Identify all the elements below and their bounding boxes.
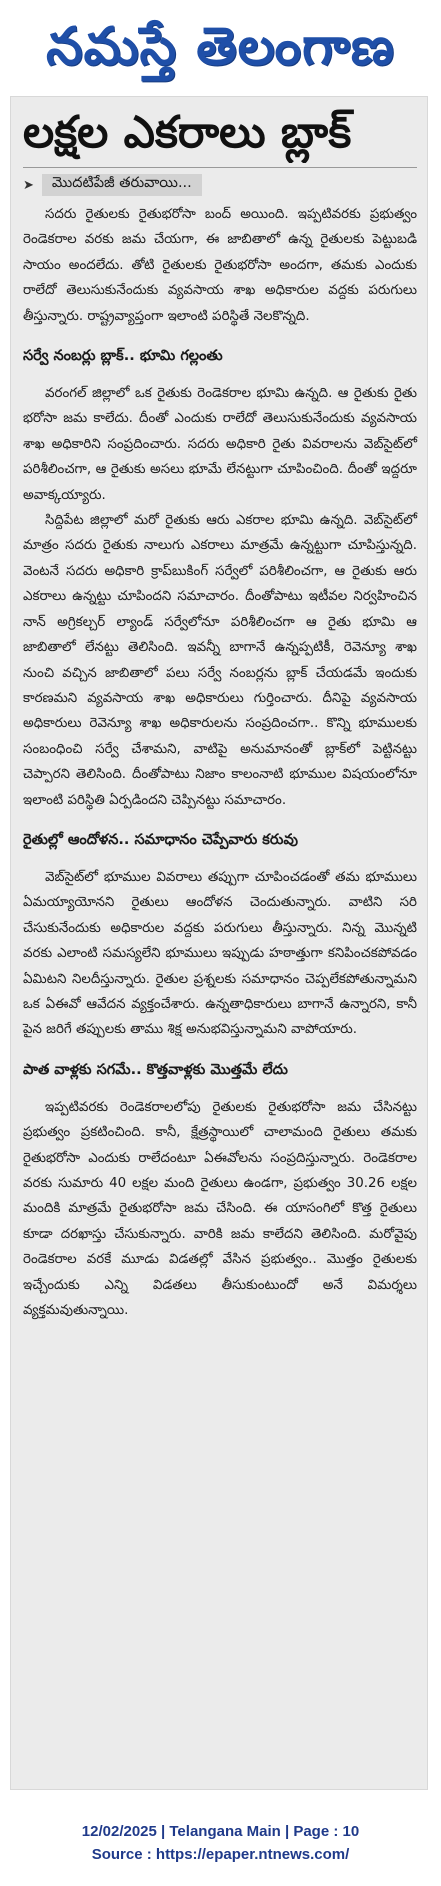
article-clipping xyxy=(10,96,428,1790)
subhead: సర్వే నంబర్లు బ్లాక్.. భూమి గల్లంతు xyxy=(23,348,223,365)
subhead: పాత వాళ్లకు సగమే.. కొత్తవాళ్లకు మొత్తమే లేదు xyxy=(23,1061,288,1078)
kicker-text: మొదటిపేజీ తరువాయి... xyxy=(42,174,202,196)
caret-right-icon: ➤ xyxy=(23,177,34,193)
source-link: Source : https://epaper.ntnews.com/ xyxy=(91,1846,350,1863)
paragraph: ఇప్పటివరకు రెండెకరాలలోపు రైతులకు రైతుభరోసా జమ చేసినట్టు ప్రభుత్వం ప్రకటించింది. కానీ, క్షేత్రస్థాయిలో చాలామంది రైతులు తమకు రైతుభరోసా ఎందుకు రాలేదంటూ ఏఈవోలను సంప్రదిస్తున్నారు. రెండెకరాల వరకు సుమారు 40 లక్షల మంది రైతులు ఉండగా, ప్రభుత్వం 30.26 లక్షల మందికి మాత్రమే రైతుభరోసా జమ చేసింది. ఈ యాసంగిలో కొత్త రైతులు కూడా దరఖాస్తు చేసుకున్నారు. వారికి జమ కాలేదని తెలిసింది. మరోవైపు రెండెకరాల వరకే మూడు విడతల్లో వేసిన ప్రభుత్వం.. మొత్తం రైతులకు ఇచ్చేందుకు ఎన్ని విడతలు తీసుకుంటుందో అనే విమర్శలు వ్యక్తమవుతున్నాయి. xyxy=(23,1099,417,1319)
kicker xyxy=(23,174,417,196)
subhead: రైతుల్లో ఆందోళన.. సమాధానం చెప్పేవారు కరువు xyxy=(23,831,298,848)
paragraph: సదరు రైతులకు రైతుభరోసా బంద్ అయింది. ఇప్పటివరకు ప్రభుత్వం రెండెకరాల వరకు జమ చేయగా, ఈ జాబితాలో ఉన్న రైతులకు పెట్టుబడి సాయం అందలేదు. తోటి రైతులకు రైతుభరోసా అందగా, తమకు ఎందుకు రాలేదో తెలుసుకునేందుకు వ్యవసాయ శాఖ అధికారుల వద్దకు పరుగులు తీస్తున్నారు. రాష్ట్రవ్యాప్తంగా ఇలాంటి పరిస్థితే నెలకొన్నది. xyxy=(23,207,417,324)
divider xyxy=(23,167,417,168)
source-footer xyxy=(0,1820,441,1866)
edition-info: 12/02/2025 | Telangana Main | Page : 10 xyxy=(81,1823,360,1840)
newspaper-title: నమస్తే తెలంగాణ xyxy=(46,17,395,77)
paragraph: వరంగల్ జిల్లాలో ఒక రైతుకు రెండెకరాల భూమి ఉన్నది. ఆ రైతుకు రైతు భరోసా జమ కాలేదు. దీంతో ఎందుకు రాలేదో తెలుసుకునేందుకు వ్యవసాయ శాఖ అధికారిని సంప్రదించారు. సదరు అధికారి రైతు వివరాలను వెబ్‌సైట్‌లో పరిశీలించగా, ఆ రైతుకు అసలు భూమే లేనట్టుగా చూపించింది. దీంతో ఇద్దరూ అవాక్కయ్యారు. xyxy=(23,386,417,503)
paragraph: సిద్దిపేట జిల్లాలో మరో రైతుకు ఆరు ఎకరాల భూమి ఉన్నది. వెబ్‌సైట్‌లో మాత్రం సదరు రైతుకు నాలుగు ఎకరాలు మాత్రమే ఉన్నట్టుగా చూపిస్తున్నది. వెంటనే సదరు అధికారి క్రాప్‌బుకింగ్ సర్వేలో పరిశీలించగా, ఆ రైతుకు ఆరు ఎకరాలు ఉన్నట్టు చూపిందని సమాచారం. దీంతోపాటు ఇటీవల నిర్వహించిన నాన్ అగ్రికల్చర్ ల్యాండ్ సర్వేలోనూ పరిశీలించగా ఆ రైతు భూమి ఆ జాబితాలో లేనట్టు తెలిసింది. ఇవన్నీ బాగానే ఉన్నప్పటికీ, రెవెన్యూ శాఖ నుంచి వచ్చిన జాబితాలో పలు సర్వే నంబర్లను బ్లాక్ చేయడమే ఇందుకు కారణమని వ్యవసాయ శాఖ అధికారులు గుర్తించారు. దీనిపై వ్యవసాయ అధికారులు రెవెన్యూ శాఖ అధికారులను సంప్రదించగా.. కొన్ని భూములకు సంబంధించి సర్వే చేశామని, వాటిపై అనుమానంతో బ్లాక్‌లో పెట్టినట్టు చెప్పారని తెలిసింది. దీంతోపాటు నిజాం కాలంనాటి భూముల విషయంలోనూ ఇలాంటి పరిస్థితి ఏర్పడిందని చెప్పినట్టు సమాచారం. xyxy=(23,513,417,808)
article-headline: లక్షల ఎకరాలు బ్లాక్ xyxy=(23,107,352,158)
masthead xyxy=(0,0,441,94)
paragraph: వెబ్‌సైట్‌లో భూముల వివరాలు తప్పుగా చూపించడంతో తమ భూములు ఏమయ్యాయోనని రైతులు ఆందోళన చెందుతున్నారు. వాటిని సరి చేసుకునేందుకు అధికారుల వద్దకు పరుగులు తీస్తున్నారు. నిన్న మొన్నటి వరకు ఎలాంటి సమస్యలేని భూములు ఇప్పుడు హఠాత్తుగా కనిపించకపోవడం ఏమిటని నిలదీస్తున్నారు. రైతుల ప్రశ్నలకు సమాధానం చెప్పలేకపోతున్నామని ఒక ఏఈవో ఆవేదన వ్యక్తంచేశారు. ఉన్నతాధికారులు బాగానే ఉన్నారని, కానీ పైన జరిగే తప్పులకు తాము శిక్ష అనుభవిస్తున్నామని వాపోయారు. xyxy=(23,869,417,1038)
